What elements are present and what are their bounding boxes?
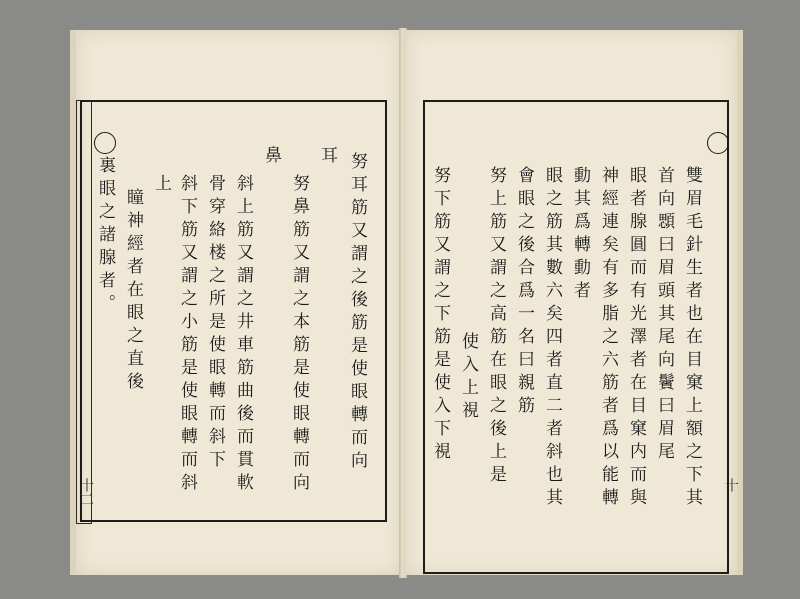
- right-page: [405, 30, 737, 575]
- right-column-8: 眼者腺圓而有光澤者在目窠内而與: [626, 166, 646, 511]
- left-text-frame: [80, 100, 387, 522]
- left-column-2: 瞳神經者在眼之直後: [123, 188, 143, 395]
- left-column-5: 骨穿絡楼之所是使眼轉而斜下: [205, 174, 225, 473]
- left-column-4: 斜下筋又謂之小筋是使眼轉而斜: [177, 174, 197, 496]
- section-circle-mark: [94, 132, 116, 154]
- right-column-2: 使入上視: [458, 332, 478, 424]
- left-column-7: 鼻: [261, 146, 281, 169]
- right-column-3: 努上筋又謂之高筋在眼之後上是: [486, 166, 506, 488]
- right-column-1: 努下筋又謂之下筋是使入下視: [430, 166, 450, 465]
- left-column-1: 裏眼之諸腺者。: [95, 156, 115, 317]
- section-circle-mark-right: [707, 132, 729, 154]
- left-column-6: 斜上筋又謂之井車筋曲後而貫軟: [233, 174, 253, 496]
- left-column-10: 努耳筋又謂之後筋是使眼轉而向: [347, 152, 367, 474]
- left-column-9: 耳: [317, 146, 337, 169]
- left-column-8: 努鼻筋又謂之本筋是使眼轉而向: [289, 174, 309, 496]
- right-column-5: 眼之筋其數六矣四者直二者斜也其: [542, 166, 562, 511]
- left-page-number: 十二: [78, 478, 94, 506]
- right-column-4: 會眼之後合爲一名曰親筋: [514, 166, 534, 419]
- right-column-6: 動其爲轉動者: [570, 166, 590, 304]
- right-column-10: 雙眉毛針生者也在目窠上額之下其: [682, 166, 702, 511]
- right-column-9: 首向顋曰眉頭其尾向鬢曰眉尾: [654, 166, 674, 465]
- left-column-3: 上: [151, 174, 171, 197]
- right-column-7: 神經連矣有多脂之六筋者爲以能轉: [598, 166, 618, 511]
- right-text-frame: [423, 100, 729, 574]
- left-page: [76, 30, 401, 575]
- right-page-number: 十: [723, 478, 739, 492]
